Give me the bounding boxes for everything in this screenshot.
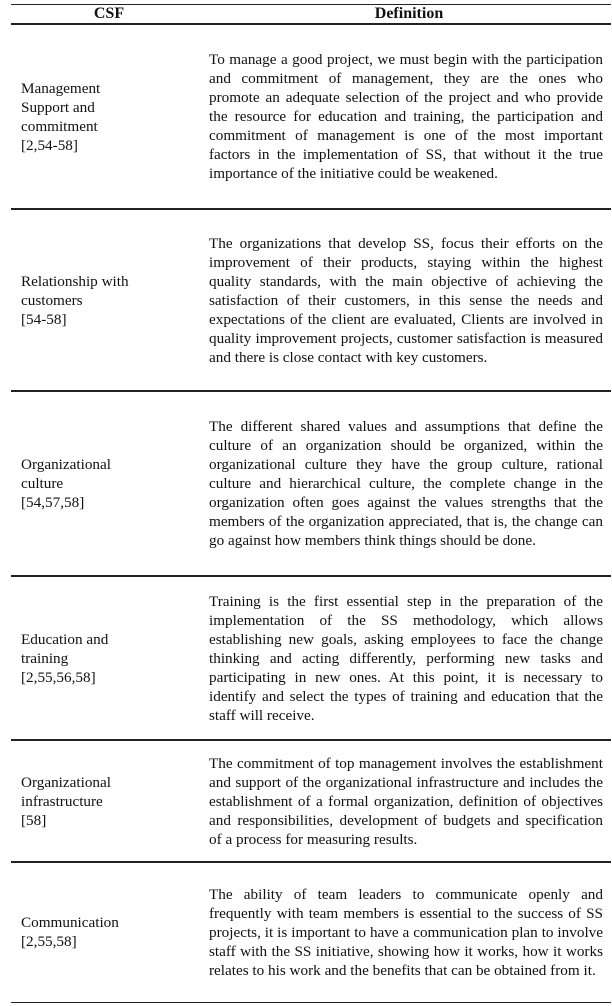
csf-cell [11, 740, 207, 862]
csf-cell [11, 24, 207, 209]
definition-cell: Training is the first essential step in the preparation of the implementation of the SS methodology, which allows establishing new goals, asking employees to face the change thinking and acting differently, performing new tasks and participating in new ones. At this point, it is necessary to identify and select the types of training and education that the staff will receive. [207, 576, 611, 740]
table-row [11, 740, 611, 862]
definition-cell: To manage a good project, we must begin with the participation and commitment of management, they are the ones who promote an adequate selection of the project and who provide the resource for education and training, the participation and commitment of management is one of the most important factors in the implementation of SS, that without it the true importance of the initiative could be weakened. [207, 24, 611, 209]
definition-cell: The organizations that develop SS, focus their efforts on the improvement of their products, staying within the highest quality standards, with the main objective of achieving the satisfaction of their customers, in this sense the needs and expectations of the client are evaluated, Clients are involved in quality improvement projects, customer satisfaction is measured and there is close contact with key customers. [207, 209, 611, 391]
csf-name: Communication [21, 914, 119, 932]
csf-name: Organizational infrastructure [21, 773, 111, 810]
csf-name: Organizational culture [21, 456, 111, 492]
csf-table [11, 4, 611, 1003]
csf-cell [11, 391, 207, 576]
csf-name: Management Support and commitment [21, 79, 101, 135]
header-definition: Definition [207, 5, 611, 25]
csf-cell [11, 209, 207, 391]
csf-refs: [2,55,58] [21, 933, 77, 951]
definition-cell: The commitment of top management involves the establishment and support of the organizational infrastructure and includes the establishment of a formal organization, definition of objectives and responsibilities, development of budgets and specification of a process for measuring results. [207, 740, 611, 862]
csf-refs: [2,54-58] [21, 136, 78, 154]
table-row [11, 576, 611, 740]
table-row [11, 209, 611, 391]
definition-cell: The different shared values and assumptions that define the culture of an organization should be organized, within the organizational culture they have the group culture, rational culture and hierarchical culture, the complete change in the organization often goes against the values strengths that the members of the organization appreciated, that is, the change can go against how members think things should be done. [207, 391, 611, 576]
csf-cell [11, 576, 207, 740]
csf-refs: [54,57,58] [21, 494, 85, 511]
csf-cell [11, 862, 207, 1002]
header-csf: CSF [11, 5, 207, 25]
csf-refs: [58] [21, 811, 47, 829]
table-row [11, 391, 611, 576]
csf-refs: [54-58] [21, 310, 67, 328]
csf-name: Relationship with customers [21, 272, 129, 309]
table-row [11, 24, 611, 209]
csf-name: Education and training [21, 630, 109, 667]
table-row [11, 862, 611, 1002]
definition-cell: The ability of team leaders to communicate openly and frequently with team members is essential to the success of SS projects, it is important to have a communication plan to involve staff with the SS initiative, showing how it works, how it works relates to his work and the benefits that can be obtained from it. [207, 862, 611, 1002]
csf-refs: [2,55,56,58] [21, 668, 96, 686]
header-row [11, 5, 611, 25]
